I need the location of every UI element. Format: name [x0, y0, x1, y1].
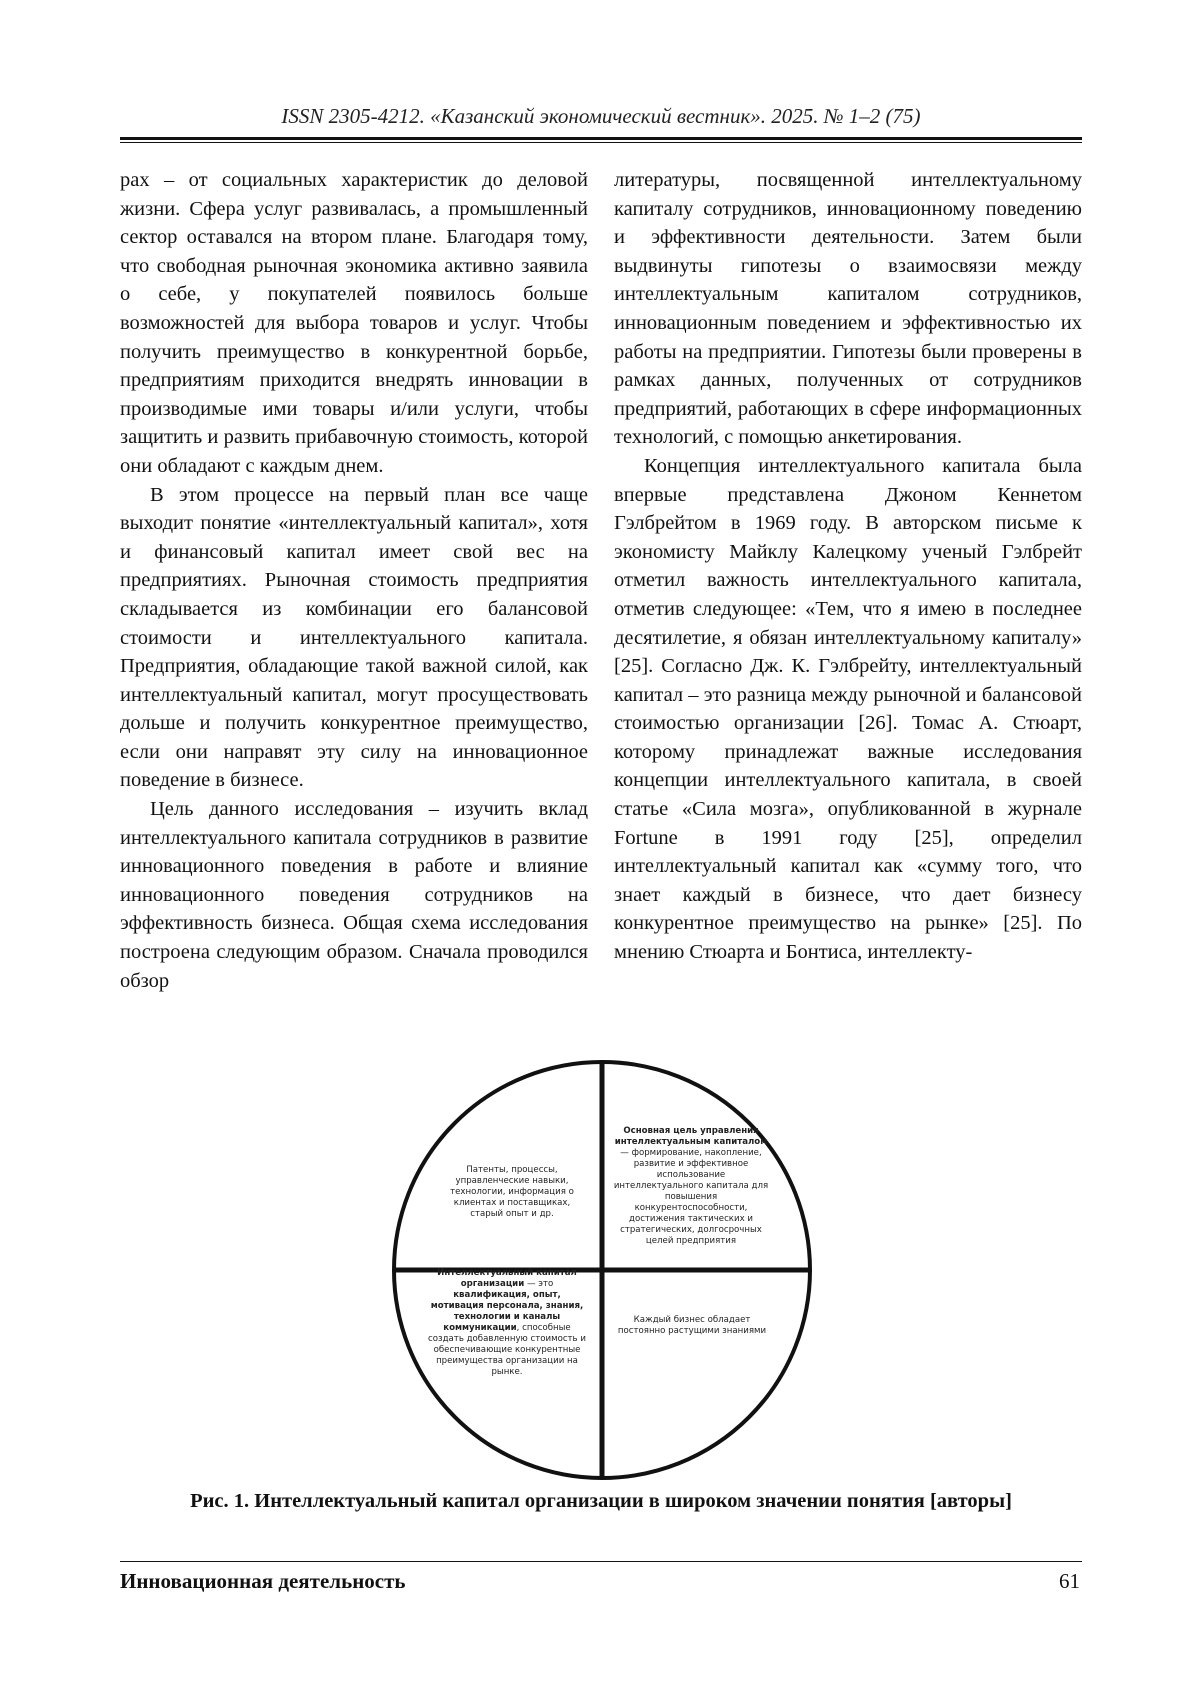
- quadrant-bottom-right-text: Каждый бизнес обладает постоянно растущими знаниями: [617, 1315, 767, 1336]
- right-paragraph-2: Концепция интеллектуального капитала была впервые представлена Джоном Кеннетом Гэлбрейтом в 1969 году. В авторском письме к экономисту Майклу Калецкому ученый Гэлбрейт отметил важность интеллектуального капитала, отметив следующее: «Тем, что я имею в последнее десятилетие, я обязан интеллектуальному капиталу» [25]. Согласно Дж. К. Гэлбрейту, интеллектуальный капитал – это разница между рыночной и балансовой стоимостью организации [26]. Томас А. Стюарт, которому принадлежат важные исследования концепции интеллектуального капитала, в своей статье «Сила мозга», опубликованной в журнале Fortune в 1991 году [25], определил интеллектуальный капитал как «сумму того, что знает каждый в бизнесе, что дает бизнесу конкурентное преимущество на рынке» [25]. По мнению Стюарта и Бонтиса, интеллекту-: [614, 454, 1082, 964]
- quadrant-top-right-bold: Основная цель управления интеллектуальным капиталом: [614, 1126, 768, 1147]
- quadrant-bottom-left-bold-2: квалификация, опыт, мотивация персонала, знания, технологии и каналы коммуникации: [430, 1290, 584, 1333]
- quadrant-top-right-body: — формирование, накопление, развитие и эффективное использование интеллектуального капитала для повышения конкурентоспособности, достижения тактических и стратегических, долгосрочных целей предприятия: [613, 1148, 769, 1246]
- journal-header: ISSN 2305-4212. «Казанский экономический вестник». 2025. № 1–2 (75): [281, 104, 921, 128]
- left-paragraph-1: рах – от социальных характеристик до деловой жизни. Сфера услуг развивалась, а промышленный сектор оставался на втором плане. Благодаря тому, что свободная рыночная экономика активно заявила о себе, у покупателей появилось больше возможностей для выбора товаров и услуг. Чтобы получить преимущество в конкурентной борьбе, предприятиям приходится внедрять инновации в производимые ими товары и/или услуги, чтобы защитить и развить прибавочную стоимость, которой они обладают с каждым днем.: [120, 169, 588, 477]
- figure-intellectual-capital-diagram: [386, 1058, 818, 1482]
- header-rule-thick: [120, 137, 1082, 140]
- right-paragraph-1: литературы, посвященной интеллектуальному капиталу сотрудников, инновационному поведению и эффективности деятельности. Затем были выдвинуты гипотезы о взаимосвязи между интеллектуальным капиталом сотрудников, инновационным поведением и эффективностью их работы на предприятии. Гипотезы были проверены в рамках данных, полученных от сотрудников предприятий, работающих в сфере информационных технологий, с помощью анкетирования.: [614, 169, 1082, 449]
- header-rule-thin: [120, 142, 1082, 143]
- quadrant-top-right-text: [611, 1126, 771, 1247]
- quadrant-bottom-left-bold-1: Интеллектуальный капитал организации: [437, 1268, 577, 1289]
- footer-section-title: Инновационная деятельность: [120, 1569, 406, 1593]
- figure-caption: Рис. 1. Интеллектуальный капитал организации в широком значении понятия [авторы]: [190, 1490, 1012, 1512]
- right-column: [614, 166, 1082, 967]
- footer-rule: [120, 1561, 1082, 1562]
- left-paragraph-2: В этом процессе на первый план все чаще выходит понятие «интеллектуальный капитал», хотя и финансовый капитал имеет свой вес на предприятиях. Рыночная стоимость предприятия складывается из комбинации его балансовой стоимости и интеллектуального капитала. Предприятия, обладающие такой важной силой, как интеллектуальный капитал, могут просуществовать дольше и получить конкурентное преимущество, если они направят эту силу на инновационное поведение в бизнесе.: [120, 483, 588, 792]
- left-paragraph-3: Цель данного исследования – изучить вклад интеллектуального капитала сотрудников в развитие инновационного поведения в работе и влияние инновационного поведения сотрудников на эффективность бизнеса. Общая схема исследования построена следующим образом. Сначала проводился обзор: [120, 798, 588, 992]
- left-column: [120, 166, 588, 995]
- quadrant-bottom-left-text: [426, 1268, 588, 1378]
- page-number: 61: [1059, 1569, 1080, 1593]
- quadrant-top-left-text: Патенты, процессы, управленческие навыки, технологии, информация о клиентах и поставщиках, старый опыт и др.: [450, 1165, 574, 1219]
- quadrant-bottom-left-body-1: — это: [524, 1279, 554, 1289]
- quadrant-bottom-left-body-2: , способные создать добавленную стоимость и обеспечивающие конкурентные преимущества организации на рынке.: [428, 1323, 586, 1377]
